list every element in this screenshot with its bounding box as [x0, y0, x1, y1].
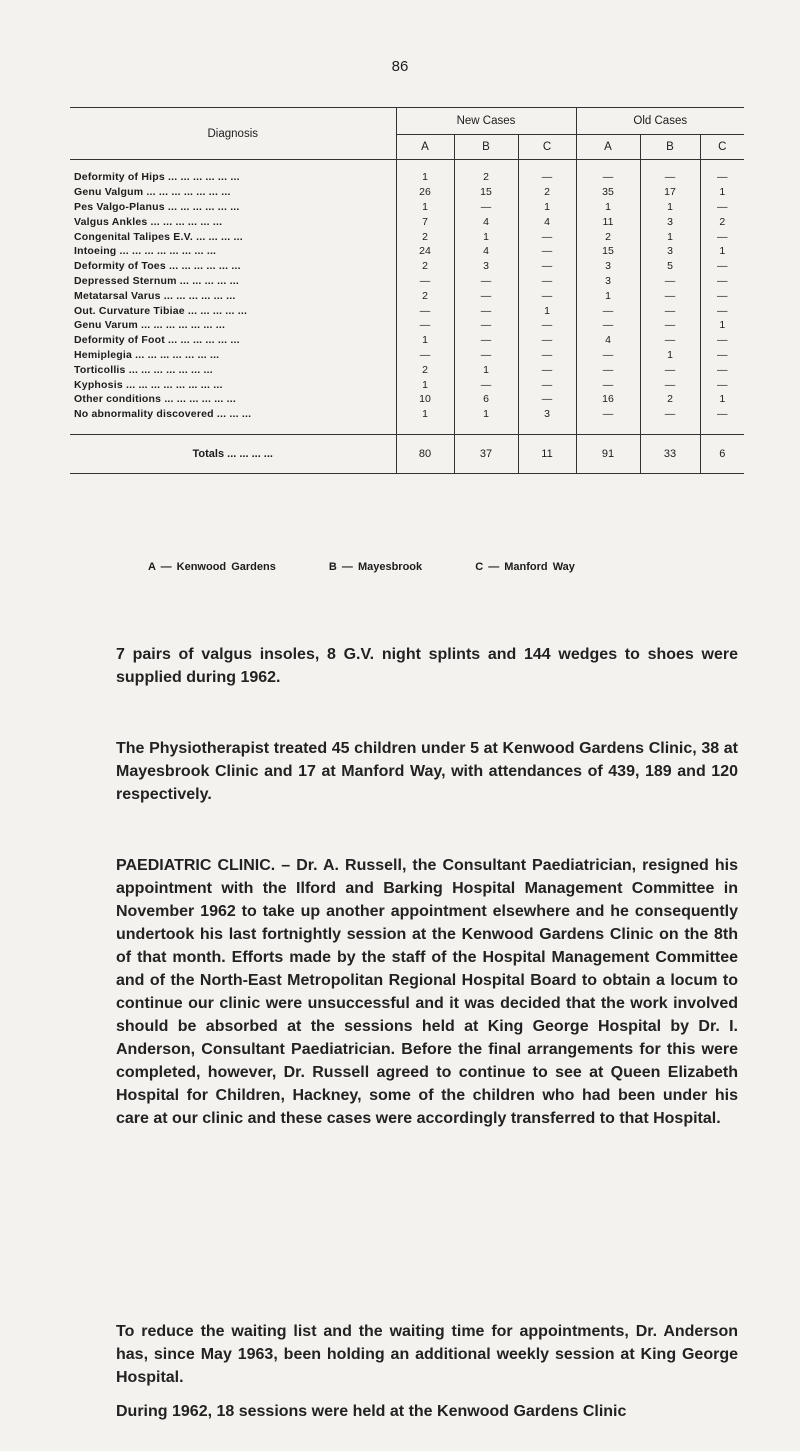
case-count-cell: 2	[396, 259, 454, 274]
case-count-cell: —	[700, 288, 744, 303]
case-count-cell: 1	[396, 407, 454, 434]
legend-c: C — Manford Way	[475, 561, 575, 573]
diagnosis-label: Out. Curvature Tibiae ... ... ... ... ...	[74, 304, 248, 317]
case-count-cell: —	[640, 318, 700, 333]
case-count-cell: —	[700, 407, 744, 434]
table-row	[70, 348, 744, 363]
case-count-cell: —	[518, 362, 576, 377]
paragraph-paediatric-clinic: PAEDIATRIC CLINIC. – Dr. A. Russell, the Consultant Paediatrician, resigned his appointment with the Ilford and Barking Hospital Management Committee in November 1962 to take up another appointment elsewhere and he consequently undertook his last fortnightly session at the Kenwood Gardens Clinic on the 8th of that month. Efforts made by the staff of the Hospital Management Committee and of the North-East Metropolitan Regional Hospital Board to obtain a locum to continue our clinic were unsuccessful and it was decided that the work involved should be absorbed at the sessions held at King George Hospital by Dr. I. Anderson, Consultant Paediatrician. Before the final arrangements for this were completed, however, Dr. Russell agreed to continue to see at Queen Elizabeth Hospital for Children, Hackney, some of the children who had been under his care at our clinic and these cases were accordingly transferred to that Hospital.	[116, 857, 738, 1127]
case-count-cell: —	[640, 377, 700, 392]
table-row	[70, 288, 744, 303]
case-count-cell: —	[576, 348, 640, 363]
case-count-cell: 7	[396, 214, 454, 229]
case-count-cell: —	[454, 318, 518, 333]
case-count-cell: —	[576, 318, 640, 333]
case-count-cell: 4	[454, 244, 518, 259]
diagnosis-label: Other conditions ... ... ... ... ... ...	[74, 393, 237, 406]
case-count-cell: —	[640, 160, 700, 185]
legend-a: A — Kenwood Gardens	[148, 561, 276, 573]
case-count-cell: —	[576, 377, 640, 392]
case-count-cell: —	[518, 229, 576, 244]
table-row	[70, 377, 744, 392]
case-count-cell: 16	[576, 392, 640, 407]
table-row	[70, 362, 744, 377]
case-count-cell: 1	[700, 318, 744, 333]
diagnosis-label: Deformity of Toes ... ... ... ... ... ...	[74, 260, 241, 273]
case-count-cell: 2	[700, 214, 744, 229]
case-count-cell: 6	[454, 392, 518, 407]
case-count-cell: 2	[576, 229, 640, 244]
diagnosis-label: Genu Valgum ... ... ... ... ... ... ...	[74, 186, 231, 199]
total-cell: 11	[518, 434, 576, 473]
case-count-cell: —	[700, 274, 744, 289]
case-count-cell: —	[640, 303, 700, 318]
case-count-cell: —	[640, 288, 700, 303]
column-header-new-c: C	[518, 135, 576, 160]
clinic-legend	[148, 561, 708, 573]
case-count-cell: 4	[518, 214, 576, 229]
case-count-cell: 2	[518, 185, 576, 200]
case-count-cell: 3	[576, 259, 640, 274]
totals-row	[70, 434, 744, 473]
column-header-old-c: C	[700, 135, 744, 160]
case-count-cell: —	[700, 333, 744, 348]
table-row	[70, 214, 744, 229]
diagnosis-label: Hemiplegia ... ... ... ... ... ... ...	[74, 348, 220, 361]
case-count-cell: 2	[396, 229, 454, 244]
case-count-cell: —	[518, 244, 576, 259]
column-header-old-b: B	[640, 135, 700, 160]
case-count-cell: —	[518, 274, 576, 289]
diagnosis-label: Deformity of Hips ... ... ... ... ... ...	[74, 171, 240, 184]
case-count-cell: 1	[396, 333, 454, 348]
table-row	[70, 229, 744, 244]
paragraph-insoles: 7 pairs of valgus insoles, 8 G.V. night splints and 144 wedges to shoes were supplied during 1962.	[116, 646, 738, 686]
case-count-cell: —	[518, 318, 576, 333]
total-cell: 6	[700, 434, 744, 473]
table-row	[70, 160, 744, 185]
case-count-cell: —	[518, 348, 576, 363]
case-count-cell: 3	[518, 407, 576, 434]
page-number: 86	[391, 58, 409, 75]
diagnosis-label: Genu Varum ... ... ... ... ... ... ...	[74, 319, 226, 332]
case-count-cell: 2	[454, 160, 518, 185]
case-count-cell: —	[518, 377, 576, 392]
case-count-cell: 1	[454, 407, 518, 434]
case-count-cell: —	[396, 274, 454, 289]
case-count-cell: 24	[396, 244, 454, 259]
diagnosis-label: Metatarsal Varus ... ... ... ... ... ...	[74, 289, 236, 302]
case-count-cell: —	[700, 303, 744, 318]
table-row	[70, 318, 744, 333]
case-count-cell: —	[518, 392, 576, 407]
case-count-cell: —	[454, 377, 518, 392]
total-cell: 37	[454, 434, 518, 473]
case-count-cell: 1	[396, 200, 454, 215]
case-count-cell: —	[640, 274, 700, 289]
diagnosis-label: Deformity of Foot ... ... ... ... ... ...	[74, 334, 240, 347]
case-count-cell: 3	[454, 259, 518, 274]
case-count-cell: 1	[518, 200, 576, 215]
case-count-cell: —	[700, 160, 744, 185]
table-row	[70, 274, 744, 289]
case-count-cell: 1	[518, 303, 576, 318]
case-count-cell: —	[454, 303, 518, 318]
case-count-cell: 3	[640, 214, 700, 229]
case-count-cell: —	[700, 348, 744, 363]
case-count-cell: 1	[700, 244, 744, 259]
case-count-cell: 1	[576, 288, 640, 303]
case-count-cell: —	[640, 362, 700, 377]
case-count-cell: —	[454, 333, 518, 348]
diagnosis-label: Pes Valgo-Planus ... ... ... ... ... ...	[74, 200, 240, 213]
column-header-new-a: A	[396, 135, 454, 160]
case-count-cell: —	[576, 160, 640, 185]
total-cell: 80	[396, 434, 454, 473]
case-count-cell: —	[700, 259, 744, 274]
case-count-cell: —	[576, 303, 640, 318]
new-cases-header: New Cases	[396, 108, 576, 135]
case-count-cell: —	[576, 407, 640, 434]
paragraph-sessions: During 1962, 18 sessions were held at the Kenwood Gardens Clinic	[116, 1403, 627, 1420]
table-row	[70, 333, 744, 348]
case-count-cell: 1	[640, 229, 700, 244]
case-count-cell: —	[518, 288, 576, 303]
table-row	[70, 259, 744, 274]
case-count-cell: 1	[576, 200, 640, 215]
case-count-cell: —	[454, 274, 518, 289]
case-count-cell: 1	[640, 348, 700, 363]
case-count-cell: 15	[454, 185, 518, 200]
case-count-cell: 2	[640, 392, 700, 407]
case-count-cell: 1	[700, 392, 744, 407]
case-count-cell: 5	[640, 259, 700, 274]
case-count-cell: 1	[396, 377, 454, 392]
column-header-old-a: A	[576, 135, 640, 160]
case-count-cell: 1	[640, 200, 700, 215]
case-count-cell: —	[576, 362, 640, 377]
case-count-cell: —	[700, 362, 744, 377]
legend-b: B — Mayesbrook	[328, 561, 423, 573]
old-cases-header: Old Cases	[576, 108, 744, 135]
table-row	[70, 200, 744, 215]
case-count-cell: 1	[700, 185, 744, 200]
diagnosis-label: Depressed Sternum ... ... ... ... ...	[74, 274, 239, 287]
case-count-cell: 3	[576, 274, 640, 289]
case-count-cell: —	[700, 200, 744, 215]
case-count-cell: —	[396, 303, 454, 318]
table-row	[70, 407, 744, 434]
case-count-cell: 15	[576, 244, 640, 259]
case-count-cell: 1	[454, 362, 518, 377]
case-count-cell: 4	[576, 333, 640, 348]
table-row	[70, 392, 744, 407]
case-count-cell: —	[640, 333, 700, 348]
case-count-cell: —	[518, 160, 576, 185]
column-header-new-b: B	[454, 135, 518, 160]
diagnosis-label: Kyphosis ... ... ... ... ... ... ... ...	[74, 378, 223, 391]
total-cell: 33	[640, 434, 700, 473]
totals-label: Totals ... ... ... ...	[70, 434, 396, 473]
case-count-cell: —	[700, 229, 744, 244]
case-count-cell: —	[518, 259, 576, 274]
case-count-cell: —	[396, 348, 454, 363]
case-count-cell: 35	[576, 185, 640, 200]
case-count-cell: 26	[396, 185, 454, 200]
diagnosis-label: No abnormality discovered ... ... ...	[74, 408, 252, 421]
diagnosis-label: Intoeing ... ... ... ... ... ... ... ...	[74, 245, 217, 258]
total-cell: 91	[576, 434, 640, 473]
diagnosis-label: Valgus Ankles ... ... ... ... ... ...	[74, 215, 223, 228]
paragraph-waiting-list: To reduce the waiting list and the waiting time for appointments, Dr. Anderson has, since May 1963, been holding an additional weekly session at King George Hospital.	[116, 1323, 738, 1386]
case-count-cell: —	[700, 377, 744, 392]
case-count-cell: —	[640, 407, 700, 434]
diagnosis-header: Diagnosis	[70, 108, 396, 160]
case-count-cell: 17	[640, 185, 700, 200]
table-row	[70, 185, 744, 200]
case-count-cell: —	[454, 200, 518, 215]
case-count-cell: —	[454, 288, 518, 303]
case-count-cell: 2	[396, 288, 454, 303]
case-count-cell: 1	[454, 229, 518, 244]
case-count-cell: 3	[640, 244, 700, 259]
diagnosis-label: Congenital Talipes E.V. ... ... ... ...	[74, 230, 243, 243]
case-count-cell: —	[518, 333, 576, 348]
diagnosis-table	[70, 107, 744, 474]
table-row	[70, 244, 744, 259]
case-count-cell: —	[454, 348, 518, 363]
paragraph-physiotherapist: The Physiotherapist treated 45 children under 5 at Kenwood Gardens Clinic, 38 at Mayesbrook Clinic and 17 at Manford Way, with attendances of 439, 189 and 120 respectively.	[116, 740, 738, 803]
case-count-cell: 11	[576, 214, 640, 229]
diagnosis-label: Torticollis ... ... ... ... ... ... ...	[74, 363, 213, 376]
case-count-cell: 10	[396, 392, 454, 407]
table-row	[70, 303, 744, 318]
case-count-cell: —	[396, 318, 454, 333]
case-count-cell: 2	[396, 362, 454, 377]
case-count-cell: 4	[454, 214, 518, 229]
case-count-cell: 1	[396, 160, 454, 185]
